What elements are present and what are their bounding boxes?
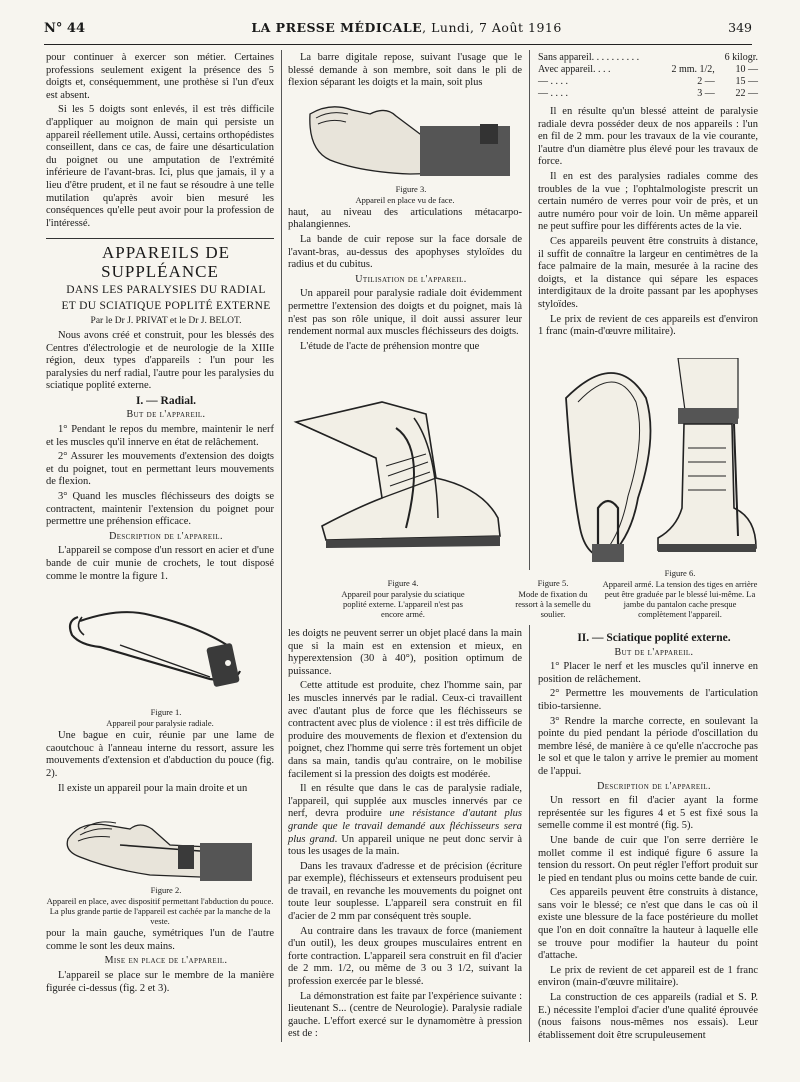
column-3-bottom	[538, 632, 758, 1044]
column-2-top	[288, 52, 522, 355]
paragraph: Au contraire dans les travaux de force (maniement d'un outil), les deux groupes musculaires entrent en forte contraction. L'appareil sera construit en fil d'acier de 2 mm. 1/2, ou même de 3 ou 3 1/2, suivant la profession exercée par le blessé.	[288, 925, 522, 988]
paragraph: 3° Quand les muscles fléchisseurs des doigts se contractent, maintenir l'extension du poignet pour permettre une préhension efficace.	[46, 491, 274, 528]
issue-number: N° 44	[44, 21, 85, 36]
subheading: Description de l'appareil.	[597, 780, 711, 792]
figure-caption	[46, 885, 274, 926]
subheading: But de l'appareil.	[614, 646, 694, 658]
paragraph: pour la main gauche, symétriques l'un de l'autre comme le sont les deux mains.	[46, 928, 274, 952]
figure-2-hand-illustration	[60, 799, 260, 885]
paragraph: pour continuer à exercer son métier. Certaines professions seulement exigent la présence des 5 doigts et, conséquemment, une prothèse si l'un d'eux est absent.	[46, 52, 274, 101]
subheading: But de l'appareil.	[126, 409, 206, 421]
paragraph: Un ressort en fil d'acier ayant la forme représentée sur les figures 4 et 5 est fixé sous la semelle comme il est montré (fig. 5).	[538, 795, 758, 832]
figure-label: Figure 5.	[537, 578, 569, 588]
journal-name: LA PRESSE MÉDICALE	[251, 20, 423, 35]
paragraph: L'appareil se place sur le membre de la manière figurée ci-dessus (fig. 2 et 3).	[46, 969, 274, 994]
paragraph: Nous avons créé et construit, pour les blessés des Centres d'électrologie et de neurologie de la XIIIe région, deux types d'appareils : l'un pour les paralysies du nerf radial, l'autre pour les paralysies du sciatique poplité externe.	[46, 329, 274, 392]
column-3-top	[538, 52, 758, 341]
figure-4-boot	[296, 402, 500, 548]
table-cell	[656, 52, 715, 64]
table-cell: 2 mm. 1/2,	[671, 64, 715, 75]
paragraph: 1° Pendant le repos du membre, maintenir le nerf et les muscles qu'il innerve en état de relâchement.	[46, 424, 274, 448]
article-subtitle: ET DU SCIATIQUE POPLITÉ EXTERNE	[61, 300, 271, 313]
caption-text: Mode de fixation du ressort à la semelle du soulier.	[515, 589, 591, 619]
table-cell: Avec appareil. . . .	[538, 64, 611, 75]
section-heading: I. — Radial.	[135, 394, 197, 407]
article-subtitle: DANS LES PARALYSIES DU RADIAL	[66, 284, 266, 297]
table-row	[538, 88, 758, 100]
dynamometer-table	[538, 52, 758, 100]
paragraph: Une bague en cuir, réunie par une lame de caoutchouc à l'anneau interne du ressort, assure les mouvements d'extension et d'abduction du pouce (fig. 2).	[46, 730, 274, 779]
figures-4-5-6-illustration	[286, 358, 758, 580]
table-cell: — . . . .	[538, 76, 568, 87]
figure-caption	[512, 578, 594, 619]
header-rule	[44, 44, 752, 45]
article-title: APPAREILS DE SUPPLÉANCE	[101, 243, 231, 282]
paragraph: La construction de ces appareils (radial et S. P. E.) nécessite l'emploi d'acier d'une qualité éprouvée (nous faisons nous-mêmes nos essais). Leur établissement doit être scrupuleusement	[538, 992, 758, 1041]
figure-label: Figure 3.	[395, 183, 427, 194]
paragraph: La bande de cuir repose sur la face dorsale de l'avant-bras, au-dessus des apophyses styloïdes du radius et du cubitus.	[288, 233, 522, 271]
paragraph: Il en résulte qu'un blessé atteint de paralysie radiale devra posséder deux de nos appareils : l'un en fil de 2 mm. pour les travaux de la vie courante, l'autre d'un diamètre plus élevé pour les travaux de force.	[538, 106, 758, 168]
figure-5-sole	[566, 373, 651, 562]
figure-6-boot	[658, 358, 756, 552]
paragraph: L'étude de l'acte de préhension montre que	[300, 340, 480, 352]
paragraph: La barre digitale repose, suivant l'usage que le blessé demande à son membre, soit dans le pli de flexion séparant les doigts et la main, soit plus	[288, 52, 522, 89]
paragraph: Il existe un appareil pour la main droite et un	[58, 782, 248, 794]
article-separator	[46, 238, 274, 239]
table-cell: 10 —	[735, 64, 758, 75]
column-divider-left	[281, 50, 282, 1042]
table-cell: 3 —	[697, 88, 715, 99]
paragraph: Si les 5 doigts sont enlevés, il est très difficile d'appliquer au moignon de main qui persiste un appareil réellement utile. Aussi, certains orthopédistes conseillent, dans ce cas, de faire une désarticulation du poignet ou une amputation de l'extrémité inférieure de l'avant-bras. Ici, plus que jamais, il y a lieu d'être prudent, et il ne faut se résoudre à une telle mutilation qu'après avoir bien mesuré les conséquences qu'elle peut avoir pour la profession de l'intéressé.	[46, 104, 274, 229]
paragraph: 1° Placer le nerf et les muscles qu'il innerve en position de relâchement.	[538, 661, 758, 685]
paragraph: Il en est des paralysies radiales comme des troubles de la vue ; l'ophtalmologiste prescrit un certain numéro de verres pour voir de près, et un autre numéro pour voir de loin. Un même appareil ne peut suffire pour les différents actes de la vie.	[538, 170, 758, 233]
text-span: . Un appareil unique ne peut donc servir à tous les usages de la main.	[288, 833, 522, 858]
table-row	[538, 76, 758, 88]
paragraph: Cette attitude est produite, chez l'homme sain, par les muscles innervés par le radial. Ceux-ci travaillent avec d'autant plus de force que les fléchisseurs se contractent avec plus de violence : il est très difficile de produire des mouvements de flexion et d'extension du poignet, chez l'homme qui serre très fortement un objet dans sa main, tandis qu'au contraire, on le mobilise facilement si la pression des doigts est modérée.	[288, 680, 522, 780]
byline: Par le Dr J. PRIVAT et le Dr J. BELOT.	[90, 316, 242, 327]
figure-5-caption	[512, 576, 594, 625]
paragraph: les doigts ne peuvent serrer un objet placé dans la main que si la main est en extension et mieux, en hyperextension (30 à 40°), position optimum de puissance.	[288, 628, 522, 677]
table-cell: 6 kilogr.	[724, 52, 758, 63]
column-1	[46, 52, 274, 997]
paragraph: Le prix de revient de ces appareils est d'environ 1 franc (main-d'œuvre militaire).	[538, 313, 758, 338]
subheading: Utilisation de l'appareil.	[355, 273, 467, 285]
table-cell: 15 —	[735, 76, 758, 87]
table-cell: — . . . .	[538, 88, 568, 99]
paragraph: Une bande de cuir que l'on serre derrière le mollet comme il est indiqué figure 6 assure la tension du ressort. On peut régler l'effort produit sur le pied en tendant plus ou moins cette bande de cuir.	[538, 834, 758, 884]
paragraph: Un appareil pour paralysie radiale doit évidemment permettre l'extension des doigts et du poignet, mais là n'est pas son rôle unique, il doit aussi assurer leur rendement normal aux muscles fléchisseurs des doigts.	[288, 288, 522, 338]
paragraph: Ces appareils peuvent être construits à distance, il suffit de connaître la largeur en centimètres de la face palmaire de la main, mesurée à la racine des doigts, et la distance qui sépare les espaces interdigitaux de la droite passant par les apophyses styloïdes.	[538, 235, 758, 310]
table-row	[538, 52, 758, 64]
page-number: 349	[728, 20, 752, 35]
page-header	[44, 20, 752, 42]
figure-caption	[334, 578, 472, 619]
table-cell: 2 —	[697, 76, 715, 87]
caption-text: Appareil armé. La tension des tiges en arrière peut être graduée par le blessé lui-même. La jambe du pantalon cache presque complètement l'appareil.	[602, 579, 758, 619]
figure-label: Figure 6.	[664, 568, 696, 578]
column-2-bottom	[288, 628, 522, 1043]
subheading: Mise en place de l'appareil.	[104, 955, 228, 967]
caption-text: Appareil en place vu de face.	[355, 194, 455, 205]
column-divider-right-bottom	[529, 625, 530, 1042]
table-cell: Sans appareil. . . . . . . . . .	[538, 52, 640, 63]
paragraph	[288, 783, 522, 859]
figure-label: Figure 4.	[387, 578, 419, 588]
paragraph: 3° Rendre la marche correcte, en soulevant la pointe du pied pendant la période d'oscillation du membre lésé, de manière à ce qu'elle n'accroche pas le sol et que le talon y arrive le premier au moment de l'appui.	[538, 715, 758, 777]
section-heading: II. — Sciatique poplité externe.	[577, 632, 731, 644]
paragraph: Dans les travaux d'adresse et de précision (écriture par exemple), fléchisseurs et extenseurs produisent peu de travail, en revanche les mouvements du poignet ont toute leur souplesse. L'appareil sera construit en fil d'acier de 2 mm par conséquent très souple.	[288, 860, 522, 923]
figure-label: Figure 2.	[150, 885, 182, 896]
issue-date: , Lundi, 7 Août 1916	[422, 20, 562, 35]
figure-6-caption	[600, 566, 760, 625]
paragraph: 2° Permettre les mouvements de l'articulation tibio-tarsienne.	[538, 688, 758, 712]
emphasis: une résistance d'autant plus grande que le travail demandé aux fléchisseurs sera plus grand	[288, 808, 522, 845]
figure-3-hand-front-illustration	[300, 94, 510, 184]
paragraph: Ces appareils peuvent être construits à distance, sans voir le blessé; ce n'est que dans le cas où il existe une blessure de la face postérieure du mollet que l'on en doit connaître la hauteur à laquelle elle se trouve pour modifier la hauteur du point d'attache.	[538, 887, 758, 962]
text-span: Il en résulte que dans le cas de paralysie radiale, l'appareil, qui supplée aux muscles innervés par ce nerf, devra produire	[288, 783, 522, 820]
paragraph: L'appareil se compose d'un ressort en acier et d'une bande de cuir munie de crochets, le tout disposé comme le montre la figure 1.	[46, 545, 274, 582]
figure-4-caption	[334, 576, 472, 625]
paragraph: La démonstration est faite par l'expérience suivante : lieutenant S... (centre de Neurologie). Paralysie radiale gauche. L'effort exercé sur le dynamomètre à pression est de :	[288, 990, 522, 1040]
table-row	[538, 64, 758, 76]
paragraph: 2° Assurer les mouvements d'extension des doigts et du poignet, tout en permettant leurs mouvements de flexion.	[46, 451, 274, 488]
figure-label: Figure 1.	[150, 707, 182, 718]
caption-text: Appareil pour paralysie du sciatique poplité externe. L'appareil n'est pas encore armé.	[341, 589, 465, 619]
figure-caption	[288, 184, 522, 205]
paragraph: Le prix de revient de cet appareil est de 1 franc environ (main-d'œuvre militaire).	[538, 964, 758, 989]
journal-title	[251, 20, 561, 35]
figure-caption	[46, 707, 274, 728]
figure-caption	[600, 568, 760, 619]
caption-text: Appareil en place, avec dispositif permettant l'abduction du pouce. La plus grande partie de l'appareil est cachée par la manche de la veste.	[46, 896, 274, 927]
caption-text: Appareil pour paralysie radiale.	[106, 718, 214, 729]
subheading: Description de l'appareil.	[109, 530, 223, 542]
table-cell: 22 —	[735, 88, 758, 99]
figure-1-spring-illustration	[60, 587, 260, 707]
paragraph: haut, au niveau des articulations métacarpo-phalangiennes.	[288, 206, 522, 231]
